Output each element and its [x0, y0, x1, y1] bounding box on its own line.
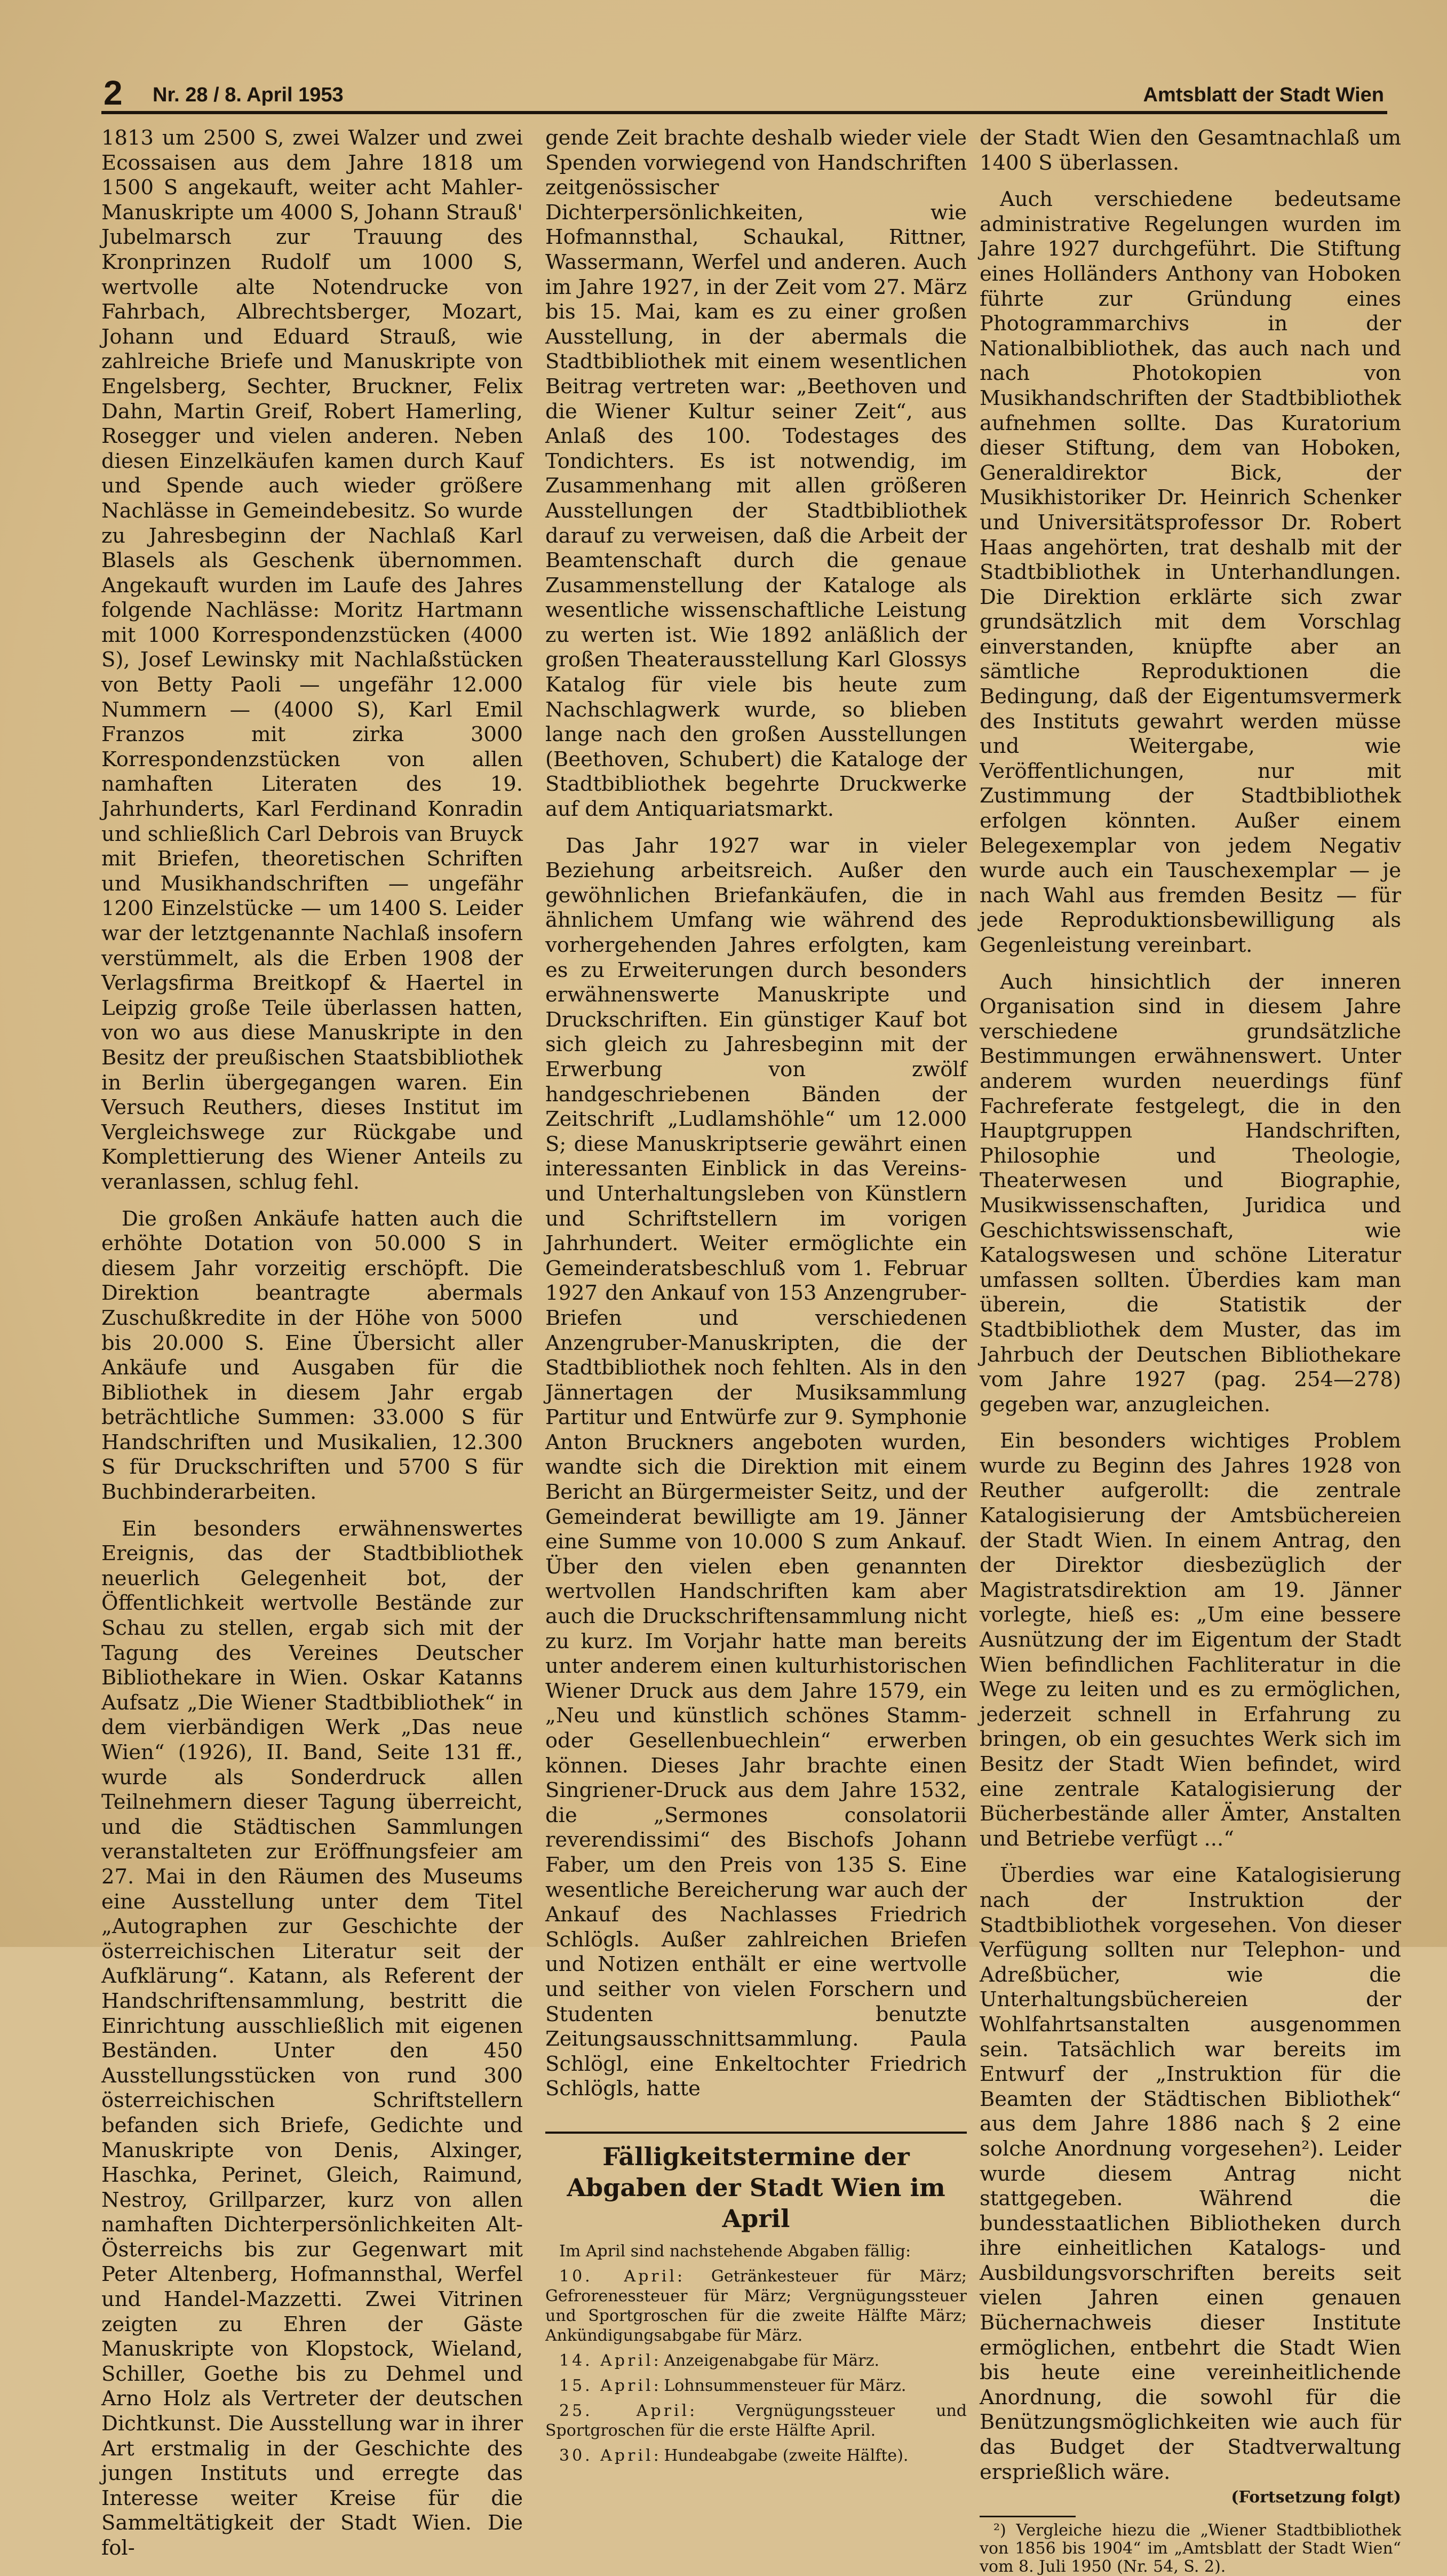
paragraph: gende Zeit brachte deshalb wieder viele Spenden vorwiegend von Handschriften zeitgenössischer Dichterpersönlichkeiten, wie Hofmannsthal, Schaukal, Rittner, Wassermann, Werfel und anderen. Auch im Jahre 1927, in der Zeit vom 27. März bis 15. Mai, kam es zu einer großen Ausstellung, in der abermals die Stadtbibliothek mit einem wesentlichen Beitrag vertreten war: „Beethoven und die Wiener Kultur seiner Zeit“, aus Anlaß des 100. Todestages des Tondichters. Es ist notwendig, im Zusammenhang mit allen größeren Ausstellungen der Stadtbibliothek darauf zu verweisen, daß die Arbeit der Beamtenschaft durch die genaue Zusammenstellung der Kataloge als wesentliche wissenschaftliche Leistung zu werten ist. Wie 1892 anläßlich der großen Theaterausstellung Karl Glossys Katalog für viele bis heute zum Nachschlagwerk wurde, so blieben lange nach den großen Ausstellungen (Beethoven, Schubert) die Kataloge der Stadtbibliothek begehrte Druckwerke auf dem Antiquariatsmarkt. — [545, 126, 967, 822]
column-1 — [101, 126, 523, 2560]
box-title: Fälligkeitstermine der Abgaben der Stadt Wien im April — [567, 2142, 945, 2233]
publication-title: Amtsblatt der Stadt Wien — [1143, 84, 1384, 106]
deadline-item: 15. April: Lohnsummensteuer für März. — [559, 2376, 907, 2395]
box-intro: Im April sind nachstehende Abgaben fällig: — [559, 2241, 911, 2261]
column-3 — [980, 126, 1401, 2576]
deadline-date: 30. April — [559, 2446, 654, 2465]
deadline-text: Anzeigenabgabe für März. — [664, 2351, 879, 2370]
deadline-text: Lohnsummensteuer für März. — [664, 2376, 907, 2395]
page-number: 2 — [104, 74, 123, 112]
paragraph: Überdies war eine Katalogisierung nach der Instruktion der Stadtbibliothek vorgesehen. Von dieser Verfügung sollten nur Telephon- und Adreßbücher, wie die Unterhaltungsbüchereien der Wohlfahrtsanstalten ausgenommen sein. Tatsächlich war bereits im Entwurf der „Instruktion für die Beamten der Städtischen Bibliothek“ aus dem Jahre 1886 nach § 2 eine solche Anordnung vorgesehen²). Leider wurde diesem Antrag nicht stattgegeben. Während die bundesstaatlichen Bibliotheken durch ihre einheitlichen Katalogs- und Ausbildungsvorschriften bereits seit vielen Jahren einen genauen Büchernachweis dieser Institute ermöglichen, entbehrt die Stadt Wien bis heute eine vereinheitlichende Anordnung, die sowohl für die Benützungsmöglichkeiten wie auch für das Budget der Stadtverwaltung ersprießlich wäre. — [980, 1863, 1401, 2484]
paragraph: Ein besonders wichtiges Problem wurde zu Beginn des Jahres 1928 von Reuther aufgerollt: die zentrale Katalogisierung der Amtsbüchereien der Stadt Wien. In einem Antrag, den der Direktor diesbezüglich der Magistratsdirektion am 19. Jänner vorlegte, hieß es: „Um eine bessere Ausnützung der im Eigentum der Stadt Wien befindlichen Fachliteratur in die Wege zu leiten und es zu ermöglichen, jederzeit schnell in Erfahrung zu bringen, ob ein gesuchtes Werk sich im Besitz der Stadt Wien befindet, wird eine zentrale Katalogisierung der Bücherbestände aller Ämter, Anstalten und Betriebe verfügt ...“ — [980, 1429, 1401, 1851]
continuation-note: (Fortsetzung folgt) — [1231, 2488, 1401, 2507]
paragraph: 1813 um 2500 S, zwei Walzer und zwei Ecossaisen aus dem Jahre 1818 um 1500 S angekauft, weiter acht Mahler-Manuskripte um 4000 S, Johann Strauß' Jubelmarsch zur Trauung des Kronprinzen Rudolf um 1000 S, wertvolle alte Notendrucke von Fahrbach, Albrechtsberger, Mozart, Johann und Eduard Strauß, wie zahlreiche Briefe und Manuskripte von Engelsberg, Sechter, Bruckner, Felix Dahn, Martin Greif, Robert Hamerling, Rosegger und vielen anderen. Neben diesen Einzelkäufen kamen durch Kauf und Spende auch wieder größere Nachlässe in Gemeindebesitz. So wurde zu Jahresbeginn der Nachlaß Karl Blasels als Geschenk übernommen. Angekauft wurden im Laufe des Jahres folgende Nachlässe: Moritz Hartmann mit 1000 Korrespondenzstücken (4000 S), Josef Lewinsky mit Nachlaßstücken von Betty Paoli — ungefähr 12.000 Nummern — (4000 S), Karl Emil Franzos mit zirka 3000 Korrespondenzstücken von allen namhaften Literaten des 19. Jahrhunderts, Karl Ferdinand Konradin und schließlich Carl Debrois van Bruyck mit Briefen, theoretischen Schriften und Musikhandschriften — ungefähr 1200 Einzelstücke — um 1400 S. Leider war der letztgenannte Nachlaß insofern verstümmelt, als die Erben 1908 der Verlagsfirma Breitkopf & Haertel in Leipzig große Teile überlassen hatten, von wo aus diese Manuskripte in den Besitz der preußischen Staatsbibliothek in Berlin übergegangen waren. Ein Versuch Reuthers, dieses Institut im Vergleichswege zur Rückgabe und Komplettierung des Wiener Anteils zu veranlassen, schlug fehl. — [101, 126, 523, 1194]
footnote: ²) Vergleiche hiezu die „Wiener Stadtbibliothek von 1856 bis 1904“ im „Amtsblatt der Stadt Wien“ vom 8. Juli 1950 (Nr. 54, S. 2). — [980, 2521, 1401, 2576]
paragraph: Die großen Ankäufe hatten auch die erhöhte Dotation von 50.000 S in diesem Jahr vorzeitig erschöpft. Die Direktion beantragte abermals Zuschußkredite in der Höhe von 5000 bis 20.000 S. Eine Übersicht aller Ankäufe und Ausgaben für die Bibliothek in diesem Jahr ergab beträchtliche Summen: 33.000 S für Handschriften und Musikalien, 12.300 S für Druckschriften und 5700 S für Buchbinderarbeiten. — [101, 1206, 523, 1505]
paragraph: Das Jahr 1927 war in vieler Beziehung arbeitsreich. Außer den gewöhnlichen Briefankäufen, die in ähnlichem Umfang wie während des vorhergehenden Jahres erfolgten, kam es zu Erweiterungen durch besonders erwähnenswerte Manuskripte und Druckschriften. Ein günstiger Kauf bot sich gleich zu Jahresbeginn mit der Erwerbung von zwölf handgeschriebenen Bänden der Zeitschrift „Ludlamshöhle“ um 12.000 S; diese Manuskriptserie gewährt einen interessanten Einblick in das Vereins- und Unterhaltungsleben von Künstlern und Schriftstellern im vorigen Jahrhundert. Weiter ermöglichte ein Gemeinderatsbeschluß vom 1. Februar 1927 den Ankauf von 153 Anzengruber-Briefen und verschiedenen Anzengruber-Manuskripten, die der Stadtbibliothek noch fehlten. Als in den Jännertagen der Musiksammlung Partitur und Entwürfe zur 9. Symphonie Anton Bruckners angeboten wurden, wandte sich die Direktion mit einem Bericht an Bürgermeister Seitz, und der Gemeinderat bewilligte am 19. Jänner eine Summe von 10.000 S zum Ankauf. Über den vielen eben genannten wertvollen Handschriften kam aber auch die Druckschriftensammlung nicht zu kurz. Im Vorjahr hatte man bereits unter anderem einen kulturhistorischen Wiener Druck aus dem Jahre 1579, ein „Neu und künstlich schönes Stamm- oder Gesellenbuechlein“ erwerben können. Dieses Jahr brachte einen Singriener-Druck aus dem Jahre 1532, die „Sermones consolatorii reverendissimi“ des Bischofs Johann Faber, um den Preis von 135 S. Eine wesentliche Bereicherung war auch der Ankauf des Nachlasses Friedrich Schlögls. Außer zahlreichen Briefen und Notizen enthält er eine wertvolle und seither von vielen Forschern und Studenten benutzte Zeitungsausschnittsammlung. Paula Schlögl, eine Enkeltochter Friedrich Schlögls, hatte — [545, 833, 967, 2101]
deadline-text: Getränkesteuer für März; Gefrorenessteuer für März; Vergnügungssteuer und Sportgroschen für die zweite Hälfte März; Ankündigungsabgabe für März. — [545, 2267, 967, 2345]
paragraph: Ein besonders erwähnenswertes Ereignis, das der Stadtbibliothek neuerlich Gelegenheit bot, der Öffentlichkeit wertvolle Bestände zur Schau zu stellen, ergab sich mit der Tagung des Vereines Deutscher Bibliothekare in Wien. Oskar Katanns Aufsatz „Die Wiener Stadtbibliothek“ in dem vierbändigen Werk „Das neue Wien“ (1926), II. Band, Seite 131 ff., wurde als Sonderdruck allen Teilnehmern dieser Tagung überreicht, und die Städtischen Sammlungen veranstalteten zur Eröffnungsfeier am 27. Mai in den Räumen des Museums eine Ausstellung unter dem Titel „Autographen zur Geschichte der österreichischen Literatur seit der Aufklärung“. Katann, als Referent der Handschriftensammlung, bestritt die Einrichtung ausschließlich mit eigenen Beständen. Unter den 450 Ausstellungsstücken von rund 300 österreichischen Schriftstellern befanden sich Briefe, Gedichte und Manuskripte von Denis, Alxinger, Haschka, Perinet, Gleich, Raimund, Nestroy, Grillparzer, kurz von allen namhaften Dichterpersönlichkeiten Alt-Österreichs bis zur Gegenwart mit Peter Altenberg, Hofmannsthal, Werfel und Handel-Mazzetti. Zwei Vitrinen zeigten zu Ehren der Gäste Manuskripte von Klopstock, Wieland, Schiller, Goethe bis zu Dehmel und Arno Holz als Vertreter der deutschen Dichtkunst. Die Ausstellung war in ihrer Art erstmalig in der Geschichte des jungen Instituts und erregte das Interesse weiter Kreise für die Sammeltätigkeit der Stadt Wien. Die fol- — [101, 1516, 523, 2560]
tax-deadlines-box — [545, 2132, 967, 2466]
deadline-text: Hundeabgabe (zweite Hälfte). — [664, 2446, 909, 2465]
deadline-date: 25. April — [559, 2401, 690, 2420]
paragraph: Auch verschiedene bedeutsame administrative Regelungen wurden im Jahre 1927 durchgeführt. Die Stiftung eines Holländers Anthony van Hoboken führte zur Gründung eines Photogrammarchivs in der Nationalbibliothek, das auch nach und nach Photokopien von Musikhandschriften der Stadtbibliothek aufnehmen sollte. Das Kuratorium dieser Stiftung, dem van Hoboken, Generaldirektor Bick, der Musikhistoriker Dr. Heinrich Schenker und Universitätsprofessor Dr. Robert Haas angehörten, trat deshalb mit der Stadtbibliothek in Unterhandlungen. Die Direktion erklärte sich zwar grundsätzlich mit dem Vorschlag einverstanden, knüpfte aber an sämtliche Reproduktionen die Bedingung, daß der Eigentumsvermerk des Instituts gewahrt werden müsse und Weitergabe, wie Veröffentlichungen, nur mit Zustimmung der Stadtbibliothek erfolgen könnten. Außer einem Belegexemplar von jedem Negativ wurde auch ein Tauschexemplar — je nach Wahl aus fremden Besitz — für jede Reproduktionsbewilligung als Gegenleistung vereinbart. — [980, 187, 1401, 957]
deadline-item: 10. April: Getränkesteuer für März; Gefrorenessteuer für März; Vergnügungssteuer und Sportgroschen für die zweite Hälfte März; Ankündigungsabgabe für März. — [545, 2267, 967, 2345]
footnote-divider — [980, 2516, 1076, 2517]
deadline-date: 10. April — [559, 2267, 677, 2286]
deadline-item: 30. April: Hundeabgabe (zweite Hälfte). — [559, 2446, 909, 2465]
deadline-date: 14. April — [559, 2351, 654, 2370]
issue-date: Nr. 28 / 8. April 1953 — [153, 84, 344, 106]
column-2 — [545, 126, 967, 2465]
paragraph: Auch hinsichtlich der inneren Organisation sind in diesem Jahre verschiedene grundsätzliche Bestimmungen erwähnenswert. Unter anderem wurden neuerdings fünf Fachreferate festgelegt, die in den Hauptgruppen Handschriften, Philosophie und Theologie, Theaterwesen und Biographie, Musikwissenschaften, Juridica und Geschichtswissenschaft, wie Katalogswesen und schöne Literatur umfassen sollten. Überdies kam man überein, die Statistik der Stadtbibliothek dem Muster, das im Jahrbuch der Deutschen Bibliothekare vom Jahre 1927 (pag. 254—278) gegeben war, anzugleichen. — [980, 969, 1401, 1417]
page-header — [101, 74, 1387, 114]
deadline-date: 15. April — [559, 2376, 654, 2395]
deadline-text: Vergnügungssteuer und Sportgroschen für die erste Hälfte April. — [545, 2401, 967, 2440]
paragraph: der Stadt Wien den Gesamtnachlaß um 1400 S überlassen. — [980, 126, 1401, 175]
deadline-item: 25. April: Vergnügungssteuer und Sportgroschen für die erste Hälfte April. — [545, 2401, 967, 2440]
deadline-item: 14. April: Anzeigenabgabe für März. — [559, 2351, 879, 2370]
